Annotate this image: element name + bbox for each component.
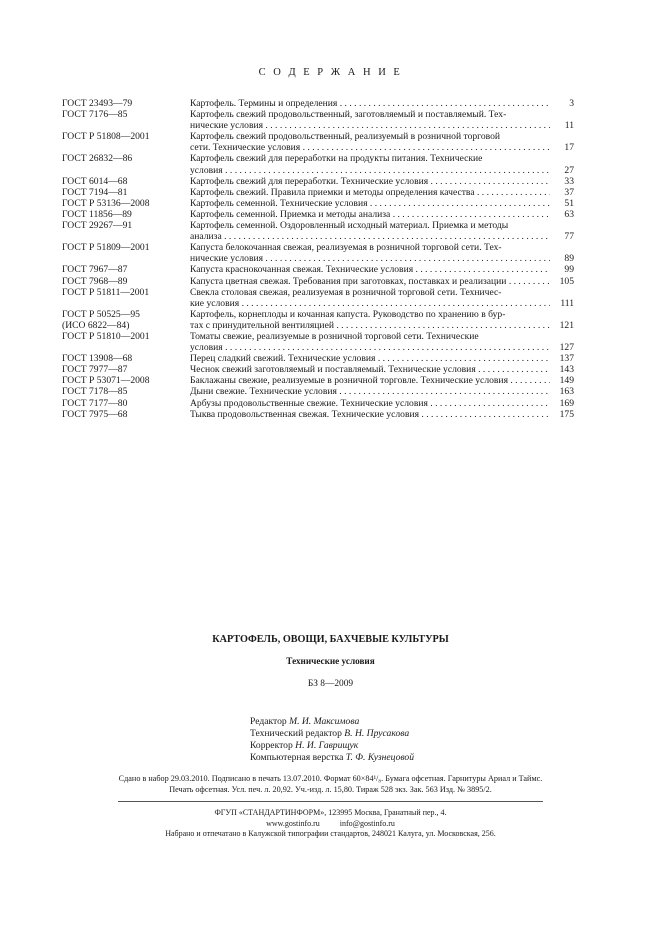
staff-line — [250, 716, 414, 728]
toc-entry-title — [190, 153, 574, 175]
page-number: 33 — [564, 175, 574, 187]
printing-house: Набрано и отпечатано в Калужской типографии стандартов, 248021 Калуга, ул. Московская, 256. — [165, 829, 496, 838]
toc-entry — [62, 287, 574, 309]
toc-title-line: Картофель семенной. Приемка и методы анализа — [190, 208, 391, 220]
toc-entry-title — [190, 264, 574, 275]
book-code: БЗ 8—2009 — [307, 679, 354, 689]
standard-code — [62, 386, 190, 397]
standard-code-text: ГОСТ Р 51811—2001 — [62, 286, 150, 298]
standard-code — [62, 287, 190, 298]
toc-title-line: Капуста краснокочанная свежая. Технические условия — [190, 264, 414, 276]
toc-entry-title — [190, 353, 574, 364]
toc-entry-title — [190, 309, 574, 331]
toc-title-line: Картофель свежий продовольственный, заготовляемый и поставляемый. Тех- — [190, 109, 507, 121]
standard-code — [62, 398, 190, 409]
toc-entry-title — [190, 287, 574, 309]
toc-entry — [62, 353, 574, 364]
toc-title-line: Картофель семенной. Технические условия — [190, 197, 368, 209]
toc-entry-title — [190, 198, 574, 209]
toc-title-line: нические условия — [190, 120, 264, 132]
toc-title-line: сети. Технические условия — [190, 142, 301, 154]
standard-code — [62, 242, 190, 253]
toc-entry — [62, 153, 574, 175]
standard-code-text: ГОСТ Р 51810—2001 — [62, 330, 150, 342]
staff-line — [250, 740, 414, 752]
toc-entry — [62, 409, 574, 420]
page-number: 127 — [559, 342, 574, 354]
toc-entry — [62, 264, 574, 275]
toc-entry — [62, 176, 574, 187]
standard-code — [62, 364, 190, 375]
publisher-web: www.gostinfo.ru info@gostinfo.ru — [266, 818, 395, 828]
toc-entry — [62, 386, 574, 397]
standard-code — [62, 98, 190, 109]
toc-title-line: кие условия — [190, 297, 240, 309]
book-title: КАРТОФЕЛЬ, ОВОЩИ, БАХЧЕВЫЕ КУЛЬТУРЫ — [212, 634, 449, 645]
toc-entry — [62, 276, 574, 287]
standard-code — [62, 276, 190, 287]
standard-code — [62, 198, 190, 209]
print-details-line-2: Печать офсетная. Усл. печ. л. 20,92. Уч.-изд. л. 15,80. Тираж 528 экз. Зак. 563 Изд. № 3895/2. — [169, 785, 492, 794]
staff-line — [250, 752, 414, 764]
toc-title-line: Капуста белокочанная свежая, реализуемая в розничной торговой сети. Тех- — [190, 242, 502, 254]
staff-role: Технический редактор — [250, 728, 342, 739]
standard-code-text: ГОСТ 23493—79 — [62, 98, 133, 109]
page-number: 37 — [564, 186, 574, 198]
toc-title-line: Тыква продовольственная свежая. Технические условия — [190, 408, 420, 420]
book-subtitle: Технические условия — [286, 656, 375, 666]
staff-name: М. И. Максимова — [289, 716, 360, 727]
toc-entry-title — [190, 398, 574, 409]
standard-code — [62, 375, 190, 386]
standard-code-text: ГОСТ 7176—85 — [62, 109, 128, 121]
standard-code-text: ГОСТ 26832—86 — [62, 153, 133, 165]
page-number: 121 — [559, 319, 574, 331]
toc-entry — [62, 198, 574, 209]
page-number: 17 — [564, 142, 574, 154]
standard-code-text: ГОСТ Р 51809—2001 — [62, 242, 150, 254]
toc-entry — [62, 242, 574, 264]
staff-line — [250, 728, 414, 740]
toc-title-line: Баклажаны свежие, реализуемые в розничной торговле. Технические условия — [190, 375, 508, 387]
toc-entry-title — [190, 220, 574, 242]
toc-entry-title — [190, 375, 574, 386]
toc-entry-title — [190, 276, 574, 287]
standard-code-text: ГОСТ 29267—91 — [62, 220, 133, 232]
standard-code — [62, 309, 190, 331]
toc-title-line: условия — [190, 164, 223, 176]
toc-entry — [62, 131, 574, 153]
standard-code-text: ГОСТ 7178—85 — [62, 386, 128, 398]
publisher-address: ФГУП «СТАНДАРТИНФОРМ», 123995 Москва, Гранатный пер., 4. — [214, 808, 447, 817]
standard-code-text: ГОСТ 13908—68 — [62, 353, 133, 365]
toc-entry — [62, 398, 574, 409]
page-number: 169 — [559, 397, 574, 409]
standard-code-text: (ИСО 6822—84) — [62, 319, 130, 331]
standard-code — [62, 176, 190, 187]
standard-code — [62, 109, 190, 120]
toc-entry — [62, 187, 574, 198]
toc-title-line: Картофель свежий для переработки. Технические условия — [190, 175, 429, 187]
publisher-details — [0, 808, 661, 840]
toc-title-line: Капуста цветная свежая. Требования при заготовках, поставках и реализации — [190, 275, 507, 287]
staff-role: Корректор — [250, 740, 293, 751]
toc-entry-title — [190, 176, 574, 187]
toc-entry — [62, 98, 574, 109]
toc-entry — [62, 220, 574, 242]
toc-title-line: Картофель свежий продовольственный, реализуемый в розничной торговой — [190, 131, 501, 143]
staff-name: Н. И. Гаврищук — [295, 740, 359, 751]
standard-code — [62, 220, 190, 231]
toc-entry-title — [190, 109, 574, 131]
toc-entry-title — [190, 187, 574, 198]
toc-title-line: Чеснок свежий заготовляемый и поставляемый. Технические условия — [190, 364, 476, 376]
toc-title-line: Картофель свежий. Правила приемки и методы определения качества — [190, 186, 475, 198]
page-number: 99 — [564, 264, 574, 276]
toc-entry — [62, 331, 574, 353]
standard-code-text: ГОСТ 7977—87 — [62, 364, 128, 376]
toc-title-line: Перец сладкий свежий. Технические условия — [190, 353, 376, 365]
standard-code-text: ГОСТ 7967—87 — [62, 264, 128, 276]
table-of-contents — [62, 98, 574, 420]
standard-code — [62, 331, 190, 342]
page-number: 3 — [569, 98, 574, 109]
toc-entry — [62, 375, 574, 386]
page-number: 111 — [560, 297, 574, 309]
toc-title-line: тах с принудительной вентиляцией — [190, 319, 334, 331]
staff-role: Компьютерная верстка — [250, 752, 344, 763]
standard-code — [62, 264, 190, 275]
toc-entry-title — [190, 386, 574, 397]
page-number: 27 — [564, 164, 574, 176]
toc-entry-title — [190, 364, 574, 375]
toc-title-line: условия — [190, 342, 223, 354]
page-number: 89 — [564, 253, 574, 265]
standard-code-text: ГОСТ 7194—81 — [62, 186, 128, 198]
toc-title-line: Свекла столовая свежая, реализуемая в розничной торговой сети. Техничес- — [190, 286, 502, 298]
editorial-staff — [250, 716, 414, 764]
toc-title-line: Картофель. Термины и определения — [190, 98, 338, 109]
toc-entry-title — [190, 331, 574, 353]
standard-code-text: ГОСТ Р 53136—2008 — [62, 197, 150, 209]
staff-name: Т. Ф. Кузнецовой — [345, 752, 415, 763]
standard-code-text: ГОСТ 6014—68 — [62, 175, 128, 187]
page-number: 105 — [559, 275, 574, 287]
toc-title-line: Картофель семенной. Оздоровленный исходный материал. Приемка и методы — [190, 220, 509, 232]
standard-code — [62, 153, 190, 164]
page-number: 51 — [564, 197, 574, 209]
standard-code — [62, 353, 190, 364]
toc-title-line: Картофель свежий для переработки на продукты питания. Технические — [190, 153, 483, 165]
standard-code-text: ГОСТ 7968—89 — [62, 275, 128, 287]
page-number: 63 — [564, 208, 574, 220]
toc-entry-title — [190, 409, 574, 420]
toc-title-line: Томаты свежие, реализуемые в розничной торговой сети. Технические — [190, 330, 479, 342]
toc-entry — [62, 309, 574, 331]
standard-code — [62, 131, 190, 142]
toc-title-line: Арбузы продовольственные свежие. Технические условия — [190, 397, 428, 409]
print-details — [0, 773, 661, 795]
standard-code-text: ГОСТ 11856—89 — [62, 208, 132, 220]
toc-entry — [62, 209, 574, 220]
toc-entry-title — [190, 209, 574, 220]
staff-name: В. Н. Прусакова — [344, 728, 410, 739]
page-number: 163 — [559, 386, 574, 398]
standard-code-text: ГОСТ 7975—68 — [62, 408, 128, 420]
page-number: 175 — [559, 408, 574, 420]
toc-title-line: анализа — [190, 231, 222, 243]
page-number: 143 — [559, 364, 574, 376]
standard-code — [62, 209, 190, 220]
standard-code-text: ГОСТ Р 53071—2008 — [62, 375, 150, 387]
standard-code-text: ГОСТ Р 50525—95 — [62, 308, 140, 320]
toc-title-line: Дыни свежие. Технические условия — [190, 386, 337, 398]
standard-code-text: ГОСТ Р 51808—2001 — [62, 131, 150, 143]
toc-title-line: нические условия — [190, 253, 264, 265]
page-number: 11 — [564, 120, 574, 132]
toc-entry-title — [190, 242, 574, 264]
standard-code — [62, 187, 190, 198]
page-number: 149 — [559, 375, 574, 387]
toc-entry-title — [190, 98, 574, 109]
print-details-line-1: Сдано в набор 29.03.2010. Подписано в печать 13.07.2010. Формат 60×84¹/₈. Бумага офсетная. Гарнитуры Ариал и Таймс. — [118, 774, 543, 783]
page-number: 77 — [564, 231, 574, 243]
contents-heading: С О Д Е Р Ж А Н И Е — [258, 67, 403, 78]
staff-role: Редактор — [250, 716, 287, 727]
separator-line — [118, 801, 543, 802]
standard-code — [62, 409, 190, 420]
toc-entry — [62, 109, 574, 131]
toc-title-line: Картофель, корнеплоды и кочанная капуста. Руководство по хранению в бур- — [190, 308, 506, 320]
toc-entry-title — [190, 131, 574, 153]
page-number: 137 — [559, 353, 574, 365]
toc-entry — [62, 364, 574, 375]
standard-code-text: ГОСТ 7177—80 — [62, 397, 128, 409]
